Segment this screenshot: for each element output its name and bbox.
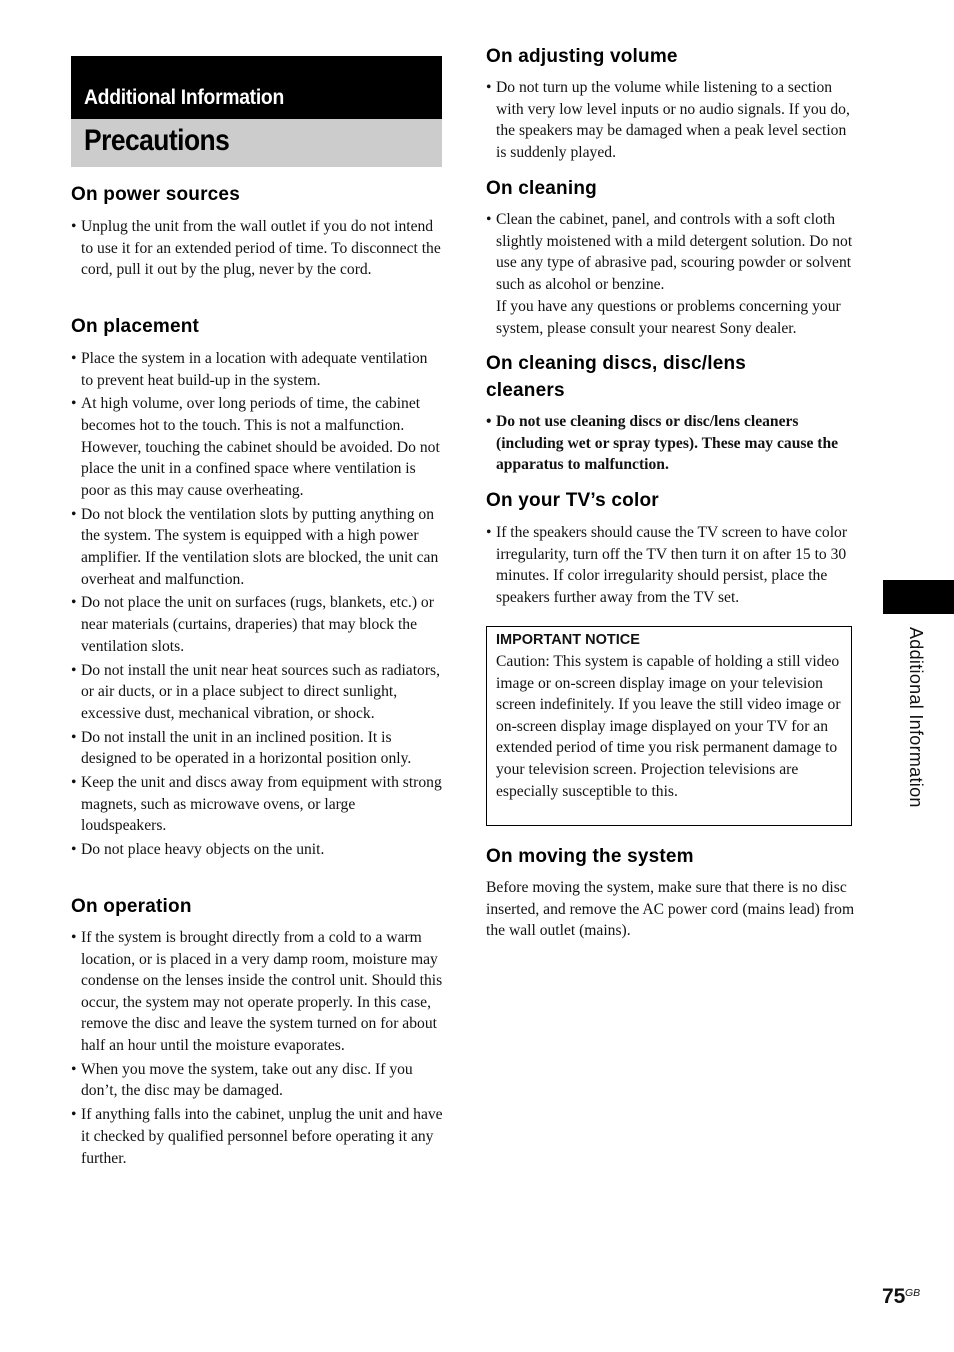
list-item: • If anything falls into the cabinet, unplug the unit and have it checked by qualified personnel before operating it any further. <box>71 1104 443 1169</box>
heading-tv-color: On your TV’s color <box>486 490 659 511</box>
heading-line: On cleaning discs, disc/lens <box>486 353 747 374</box>
list-operation <box>71 927 443 1171</box>
heading-cleaning: On cleaning <box>486 178 597 199</box>
title-banner <box>71 119 442 167</box>
section-title: Additional Information <box>84 86 284 109</box>
side-tab-text: Additional Information <box>906 627 926 808</box>
list-item: • Place the system in a location with adequate ventilation to prevent heat build-up in the system. <box>71 348 443 391</box>
notice-body: Caution: This system is capable of holding a still video image or on-screen display image on your television screen indefinitely. If you leave the still video image or on-screen display image displayed on your TV for an extended period of time you risk permanent damage to your television screen. Projection televisions are especially susceptible to this. <box>496 653 841 800</box>
list-item: • Do not block the ventilation slots by putting anything on the system. The system is equipped with a high power amplifier. If the ventilation slots are blocked, the unit can overheat and malfunction. <box>71 504 443 590</box>
list-item: • When you move the system, take out any disc. If you don’t, the disc may be damaged. <box>71 1059 443 1102</box>
list-placement <box>71 348 443 863</box>
page-number: 75 <box>882 1285 906 1308</box>
section-banner <box>71 56 442 119</box>
heading-power-sources: On power sources <box>71 184 240 205</box>
side-tab-label <box>904 627 926 857</box>
heading-placement: On placement <box>71 316 200 337</box>
moving-system-body: Before moving the system, make sure that there is no disc inserted, and remove the AC power cord (mains lead) from the wall outlet (mains). <box>486 879 855 940</box>
list-adjusting-volume <box>486 77 858 166</box>
list-item: • Do not place heavy objects on the unit. <box>71 839 443 861</box>
important-notice-box <box>486 626 852 826</box>
list-cleaning-discs <box>486 411 858 478</box>
list-tv-color <box>486 522 858 611</box>
side-tab-marker <box>883 580 954 614</box>
list-item: • Do not use cleaning discs or disc/lens cleaners (including wet or spray types). These may cause the apparatus to malfunction. <box>486 411 858 476</box>
notice-title: IMPORTANT NOTICE <box>496 632 640 648</box>
list-item: • Unplug the unit from the wall outlet if you do not intend to use it for an extended period of time. To disconnect the cord, pull it out by the plug, never by the cord. <box>71 216 443 281</box>
list-item: • Do not install the unit in an inclined position. It is designed to be operated in a horizontal position only. <box>71 727 443 770</box>
heading-moving-system: On moving the system <box>486 846 694 867</box>
list-item: • Do not place the unit on surfaces (rugs, blankets, etc.) or near materials (curtains, draperies) that may block the ventilation slots. <box>71 592 443 657</box>
heading-operation: On operation <box>71 896 192 917</box>
page-number-suffix: GB <box>905 1287 921 1299</box>
list-item: • Do not turn up the volume while listening to a section with very low level inputs or no audio signals. If you do, the speakers may be damaged when a peak level section is suddenly played. <box>486 77 858 163</box>
list-item: • At high volume, over long periods of time, the cabinet becomes hot to the touch. This is not a malfunction. However, touching the cabinet should be avoided. Do not place the unit in a confined space where ventilation is poor as this may cause overheating. <box>71 393 443 501</box>
page-title: Precautions <box>84 124 230 157</box>
list-item: • If the system is brought directly from a cold to a warm location, or is placed in a very damp room, moisture may condense on the lenses inside the control unit. Should this occur, the system may not operate properly. In this case, remove the disc and leave the system turned on for about half an hour until the moisture evaporates. <box>71 927 443 1057</box>
heading-cleaning-discs <box>486 350 858 404</box>
list-item: • If the speakers should cause the TV screen to have color irregularity, turn off the TV then turn it on after 15 to 30 minutes. If color irregularity should persist, place the speakers further away from the TV set. <box>486 522 858 608</box>
heading-line: cleaners <box>486 380 565 401</box>
list-item: • Keep the unit and discs away from equipment with strong magnets, such as microwave ovens, or large loudspeakers. <box>71 772 443 837</box>
list-item: • Clean the cabinet, panel, and controls with a soft cloth slightly moistened with a mild detergent solution. Do not use any type of abrasive pad, scouring powder or solvent such as alcohol or benzine. <box>486 209 858 295</box>
list-cleaning <box>486 209 858 298</box>
list-item: • Do not install the unit near heat sources such as radiators, or air ducts, or in a place subject to direct sunlight, excessive dust, mechanical vibration, or shock. <box>71 660 443 725</box>
heading-adjusting-volume: On adjusting volume <box>486 46 678 67</box>
cleaning-followup: If you have any questions or problems concerning your system, please consult your nearest Sony dealer. <box>496 298 841 337</box>
list-power-sources <box>71 216 443 283</box>
